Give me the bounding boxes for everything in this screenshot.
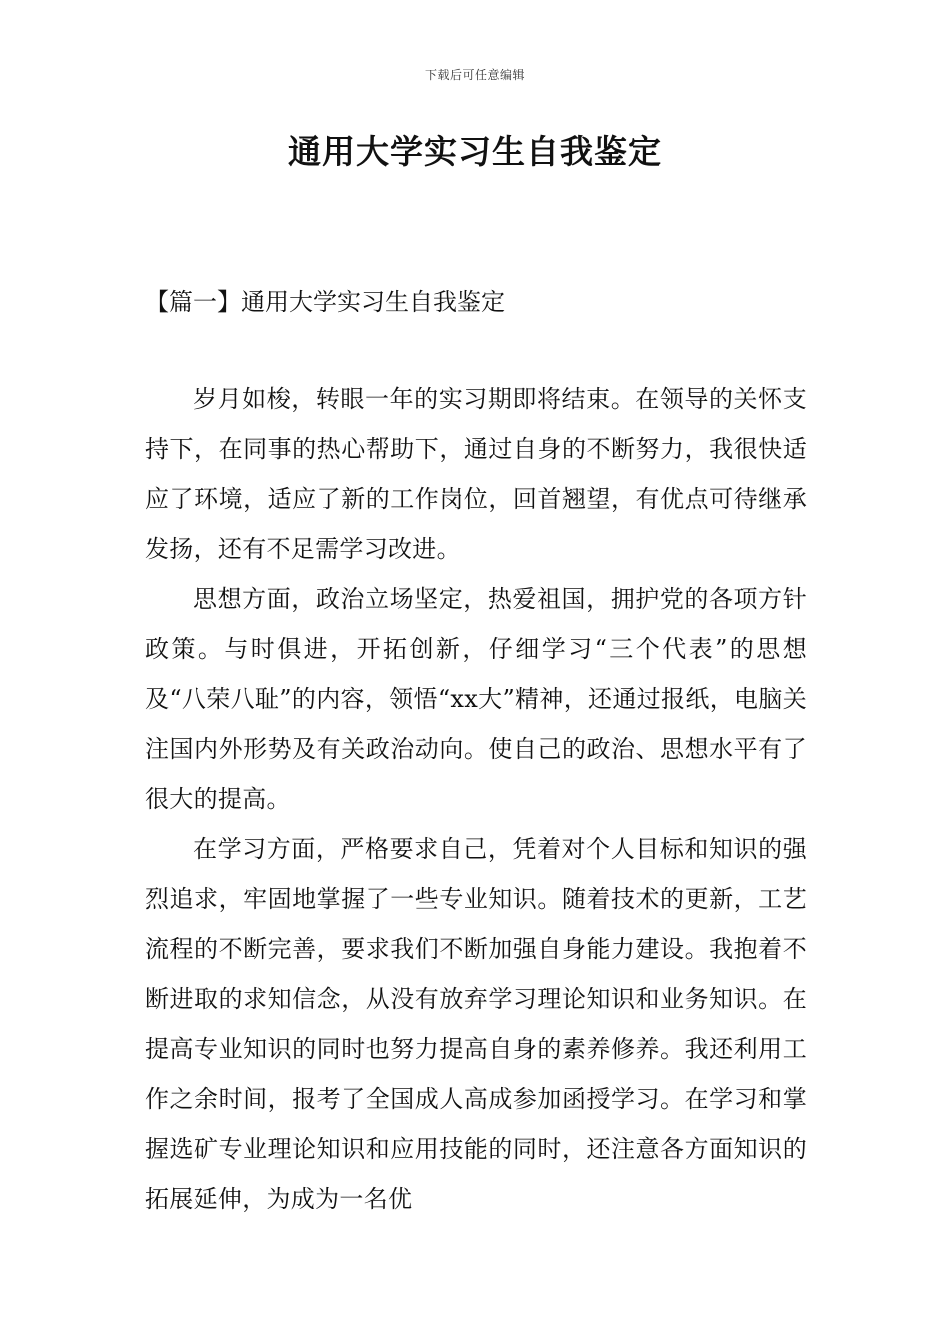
header-note: 下载后可任意编辑 xyxy=(424,68,525,82)
body-text xyxy=(145,374,807,1224)
paragraph-intro: 岁月如梭，转眼一年的实习期即将结束。在领导的关怀支持下，在同事的热心帮助下，通过自身的不断努力，我很快适应了环境，适应了新的工作岗位，回首翘望，有优点可待继承发扬，还有不足需学习改进。 xyxy=(145,385,807,563)
section-heading: 【篇一】通用大学实习生自我鉴定 xyxy=(145,288,505,316)
document-title: 通用大学实习生自我鉴定 xyxy=(288,132,662,171)
paragraph-study: 在学习方面，严格要求自己，凭着对个人目标和知识的强烈追求，牢固地掌握了一些专业知识。随着技术的更新，工艺流程的不断完善，要求我们不断加强自身能力建设。我抱着不断进取的求知信念，从没有放弃学习理论知识和业务知识。在提高专业知识的同时也努力提高自身的素养修养。我还利用工作之余时间，报考了全国成人高成参加函授学习。在学习和掌握选矿专业理论知识和应用技能的同时，还注意各方面知识的拓展延伸，为成为一名优 xyxy=(145,835,807,1213)
paragraph-ideology: 思想方面，政治立场坚定，热爱祖国，拥护党的各项方针政策。与时俱进，开拓创新，仔细学习“三个代表”的思想及“八荣八耻”的内容，领悟“xx大”精神，还通过报纸，电脑关注国内外形势及有关政治动向。使自己的政治、思想水平有了很大的提高。 xyxy=(145,585,807,813)
